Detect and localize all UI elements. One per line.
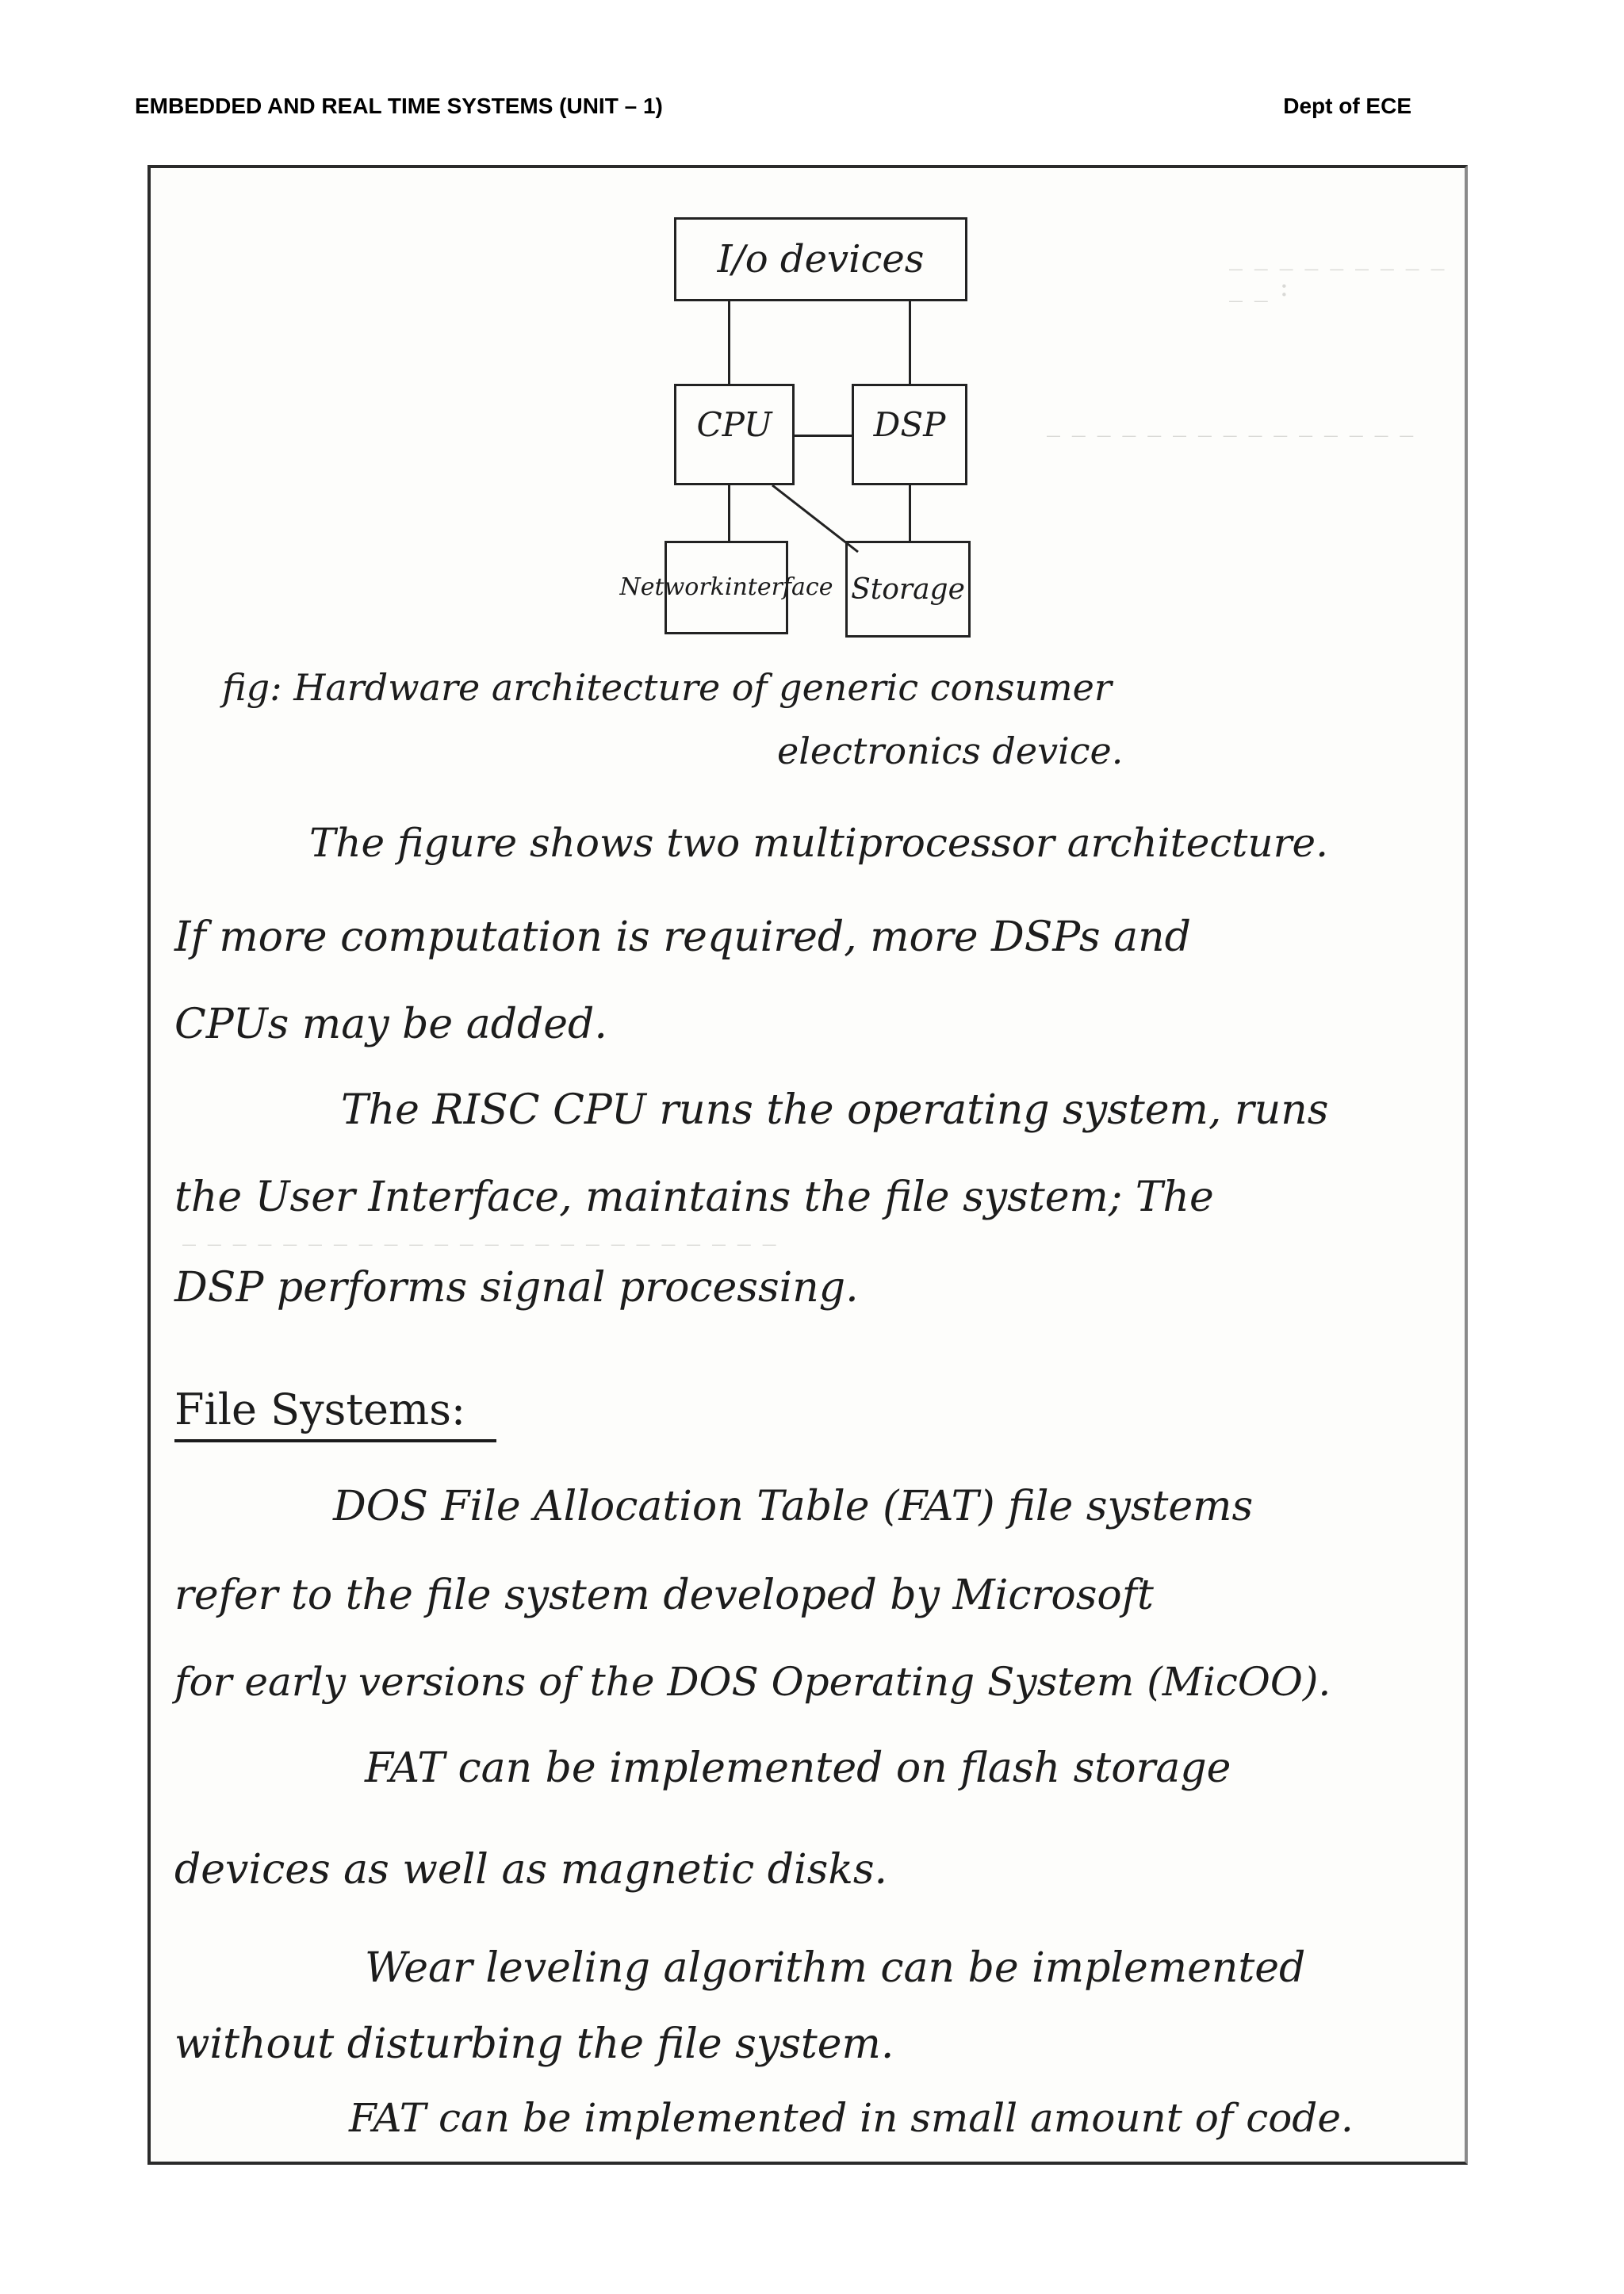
section-line-5: devices as well as magnetic disks. bbox=[174, 1846, 888, 1894]
section-line-1: DOS File Allocation Table (FAT) file systems bbox=[333, 1483, 1254, 1530]
section-line-6: Wear leveling algorithm can be implemented bbox=[365, 1944, 1306, 1992]
storage-box: Storage bbox=[845, 541, 971, 638]
scanned-notes-page bbox=[147, 165, 1468, 2165]
cpu-to-network-connector bbox=[728, 485, 730, 541]
bleed-through-text: _ _ _ _ _ _ _ _ _ _ _ _ _ _ _ bbox=[1047, 406, 1415, 438]
department-label: Dept of ECE bbox=[1283, 94, 1411, 118]
page-header bbox=[135, 94, 1411, 133]
cpu-dsp-connector bbox=[795, 435, 852, 437]
network-interface-label-1: Network bbox=[619, 573, 725, 601]
section-line-8: FAT can be implemented in small amount of code. bbox=[349, 2095, 1354, 2141]
section-line-4: FAT can be implemented on flash storage bbox=[365, 1744, 1231, 1792]
bleed-through-text: _ _ _ _ _ _ _ _ _ _ _ _ _ _ _ _ _ _ _ _ _ _ _ _ bbox=[182, 1215, 778, 1247]
section-line-2: refer to the file system developed by Microsoft bbox=[174, 1572, 1154, 1619]
network-interface-label-2: interface bbox=[724, 573, 833, 601]
section-heading: File Systems: bbox=[174, 1384, 466, 1434]
figure-caption-line-1: fig: Hardware architecture of generic consumer bbox=[222, 666, 1112, 709]
paragraph-2-line-2: the User Interface, maintains the file system; The bbox=[174, 1174, 1214, 1221]
paragraph-1-line-2: If more computation is required, more DSPs and bbox=[174, 913, 1191, 961]
io-to-cpu-connector bbox=[728, 301, 730, 384]
heading-underline bbox=[174, 1439, 496, 1442]
dsp-to-storage-connector bbox=[909, 485, 911, 541]
bleed-through-text: _ _ _ _ _ _ _ _ _ _ _ : bbox=[1229, 239, 1446, 303]
cpu-to-storage-connector bbox=[769, 482, 864, 558]
paragraph-2-line-3: DSP performs signal processing. bbox=[174, 1264, 859, 1312]
document-title: EMBEDDED AND REAL TIME SYSTEMS (UNIT – 1) bbox=[135, 94, 663, 118]
paragraph-1-line-3: CPUs may be added. bbox=[174, 1001, 607, 1048]
section-line-7: without disturbing the file system. bbox=[174, 2020, 894, 2068]
dsp-box: DSP bbox=[852, 384, 967, 485]
section-line-3: for early versions of the DOS Operating System (MicOO). bbox=[174, 1659, 1331, 1705]
io-devices-box: I/o devices bbox=[674, 217, 967, 301]
figure-caption-line-2: electronics device. bbox=[777, 730, 1124, 772]
io-to-dsp-connector bbox=[909, 301, 911, 384]
paragraph-2-line-1: The RISC CPU runs the operating system, runs bbox=[341, 1086, 1329, 1134]
cpu-box: CPU bbox=[674, 384, 795, 485]
paragraph-1-line-1: The figure shows two multiprocessor architecture. bbox=[309, 820, 1328, 866]
